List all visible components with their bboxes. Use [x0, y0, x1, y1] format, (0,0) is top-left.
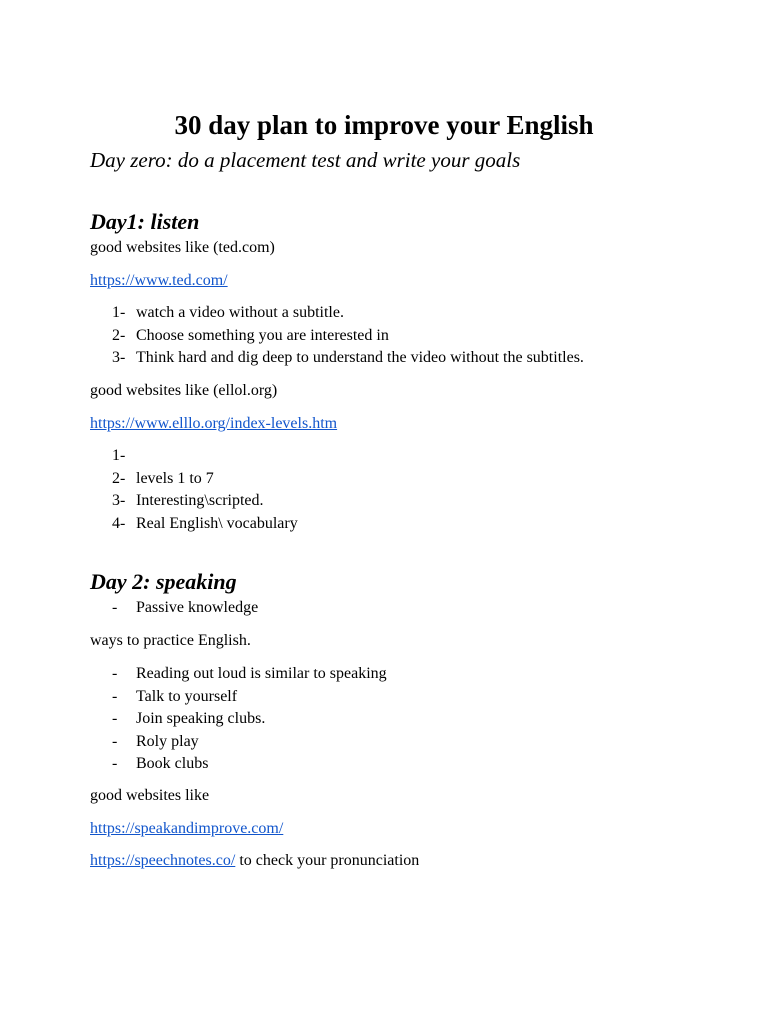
list-item-text: Think hard and dig deep to understand the video without the subtitles. — [136, 349, 584, 366]
list-item-text: Join speaking clubs. — [136, 710, 266, 727]
list-marker: - — [112, 665, 118, 682]
day1-list1 — [90, 302, 584, 370]
speakandimprove-link[interactable]: https://speakandimprove.com/ — [90, 820, 284, 837]
day2-list1 — [90, 597, 258, 620]
list-item — [90, 663, 387, 686]
list-item — [90, 513, 298, 536]
list-item-text: Roly play — [136, 732, 199, 750]
list-marker: 3- — [112, 349, 126, 366]
list-item — [90, 325, 584, 348]
elllo-link[interactable]: https://www.elllo.org/index-levels.htm — [90, 415, 338, 432]
document-subtitle: Day zero: do a placement test and write your goals — [90, 148, 521, 172]
day2-list2 — [90, 663, 387, 776]
speechnotes-link[interactable]: https://speechnotes.co/ — [90, 852, 236, 869]
day2-link2-line — [90, 850, 419, 872]
list-item — [90, 445, 298, 468]
list-item — [90, 731, 387, 754]
list-item — [90, 490, 298, 513]
list-item — [90, 597, 258, 620]
speechnotes-suffix: to check your pronunciation — [235, 852, 420, 869]
day2-link1-line — [90, 818, 283, 840]
list-item-text: Reading out loud is similar to speaking — [136, 665, 387, 682]
list-item — [90, 753, 387, 776]
list-item-text: Talk to yourself — [136, 687, 238, 705]
day1-site2-text: good websites like (ellol.org) — [90, 382, 278, 399]
list-item — [90, 302, 584, 325]
list-marker: - — [112, 599, 118, 616]
day2-heading: Day 2: speaking — [90, 569, 237, 594]
list-item-text: Interesting\scripted. — [136, 492, 264, 509]
list-item-text: Passive knowledge — [136, 599, 259, 616]
list-marker: 3- — [112, 492, 126, 509]
list-marker: 4- — [112, 514, 126, 532]
list-item-text: Choose something you are interested in — [136, 326, 389, 344]
day1-site1-link-line — [90, 270, 228, 292]
list-marker: - — [112, 687, 118, 705]
list-marker: - — [112, 732, 118, 750]
day2-ways-text: ways to practice English. — [90, 632, 251, 649]
list-item-text: levels 1 to 7 — [136, 469, 214, 487]
list-item-text: Real English\ vocabulary — [136, 514, 298, 532]
list-item — [90, 686, 387, 709]
list-marker: - — [112, 755, 118, 772]
document-title: 30 day plan to improve your English — [174, 110, 594, 140]
list-item — [90, 347, 584, 370]
list-marker: 2- — [112, 469, 126, 487]
list-item — [90, 708, 387, 731]
day1-site2-link-line — [90, 413, 337, 435]
day1-site1-text: good websites like (ted.com) — [90, 239, 275, 256]
ted-link[interactable]: https://www.ted.com/ — [90, 272, 228, 289]
list-item-text: watch a video without a subtitle. — [136, 304, 344, 321]
day2-sites-text: good websites like — [90, 787, 210, 804]
list-marker: - — [112, 710, 118, 727]
list-marker: 1- — [112, 304, 126, 321]
list-marker: 1- — [112, 447, 126, 464]
list-item-text: Book clubs — [136, 755, 209, 772]
day1-heading: Day1: listen — [90, 209, 200, 234]
list-marker: 2- — [112, 326, 126, 344]
list-item — [90, 468, 298, 491]
day1-list2 — [90, 445, 298, 535]
